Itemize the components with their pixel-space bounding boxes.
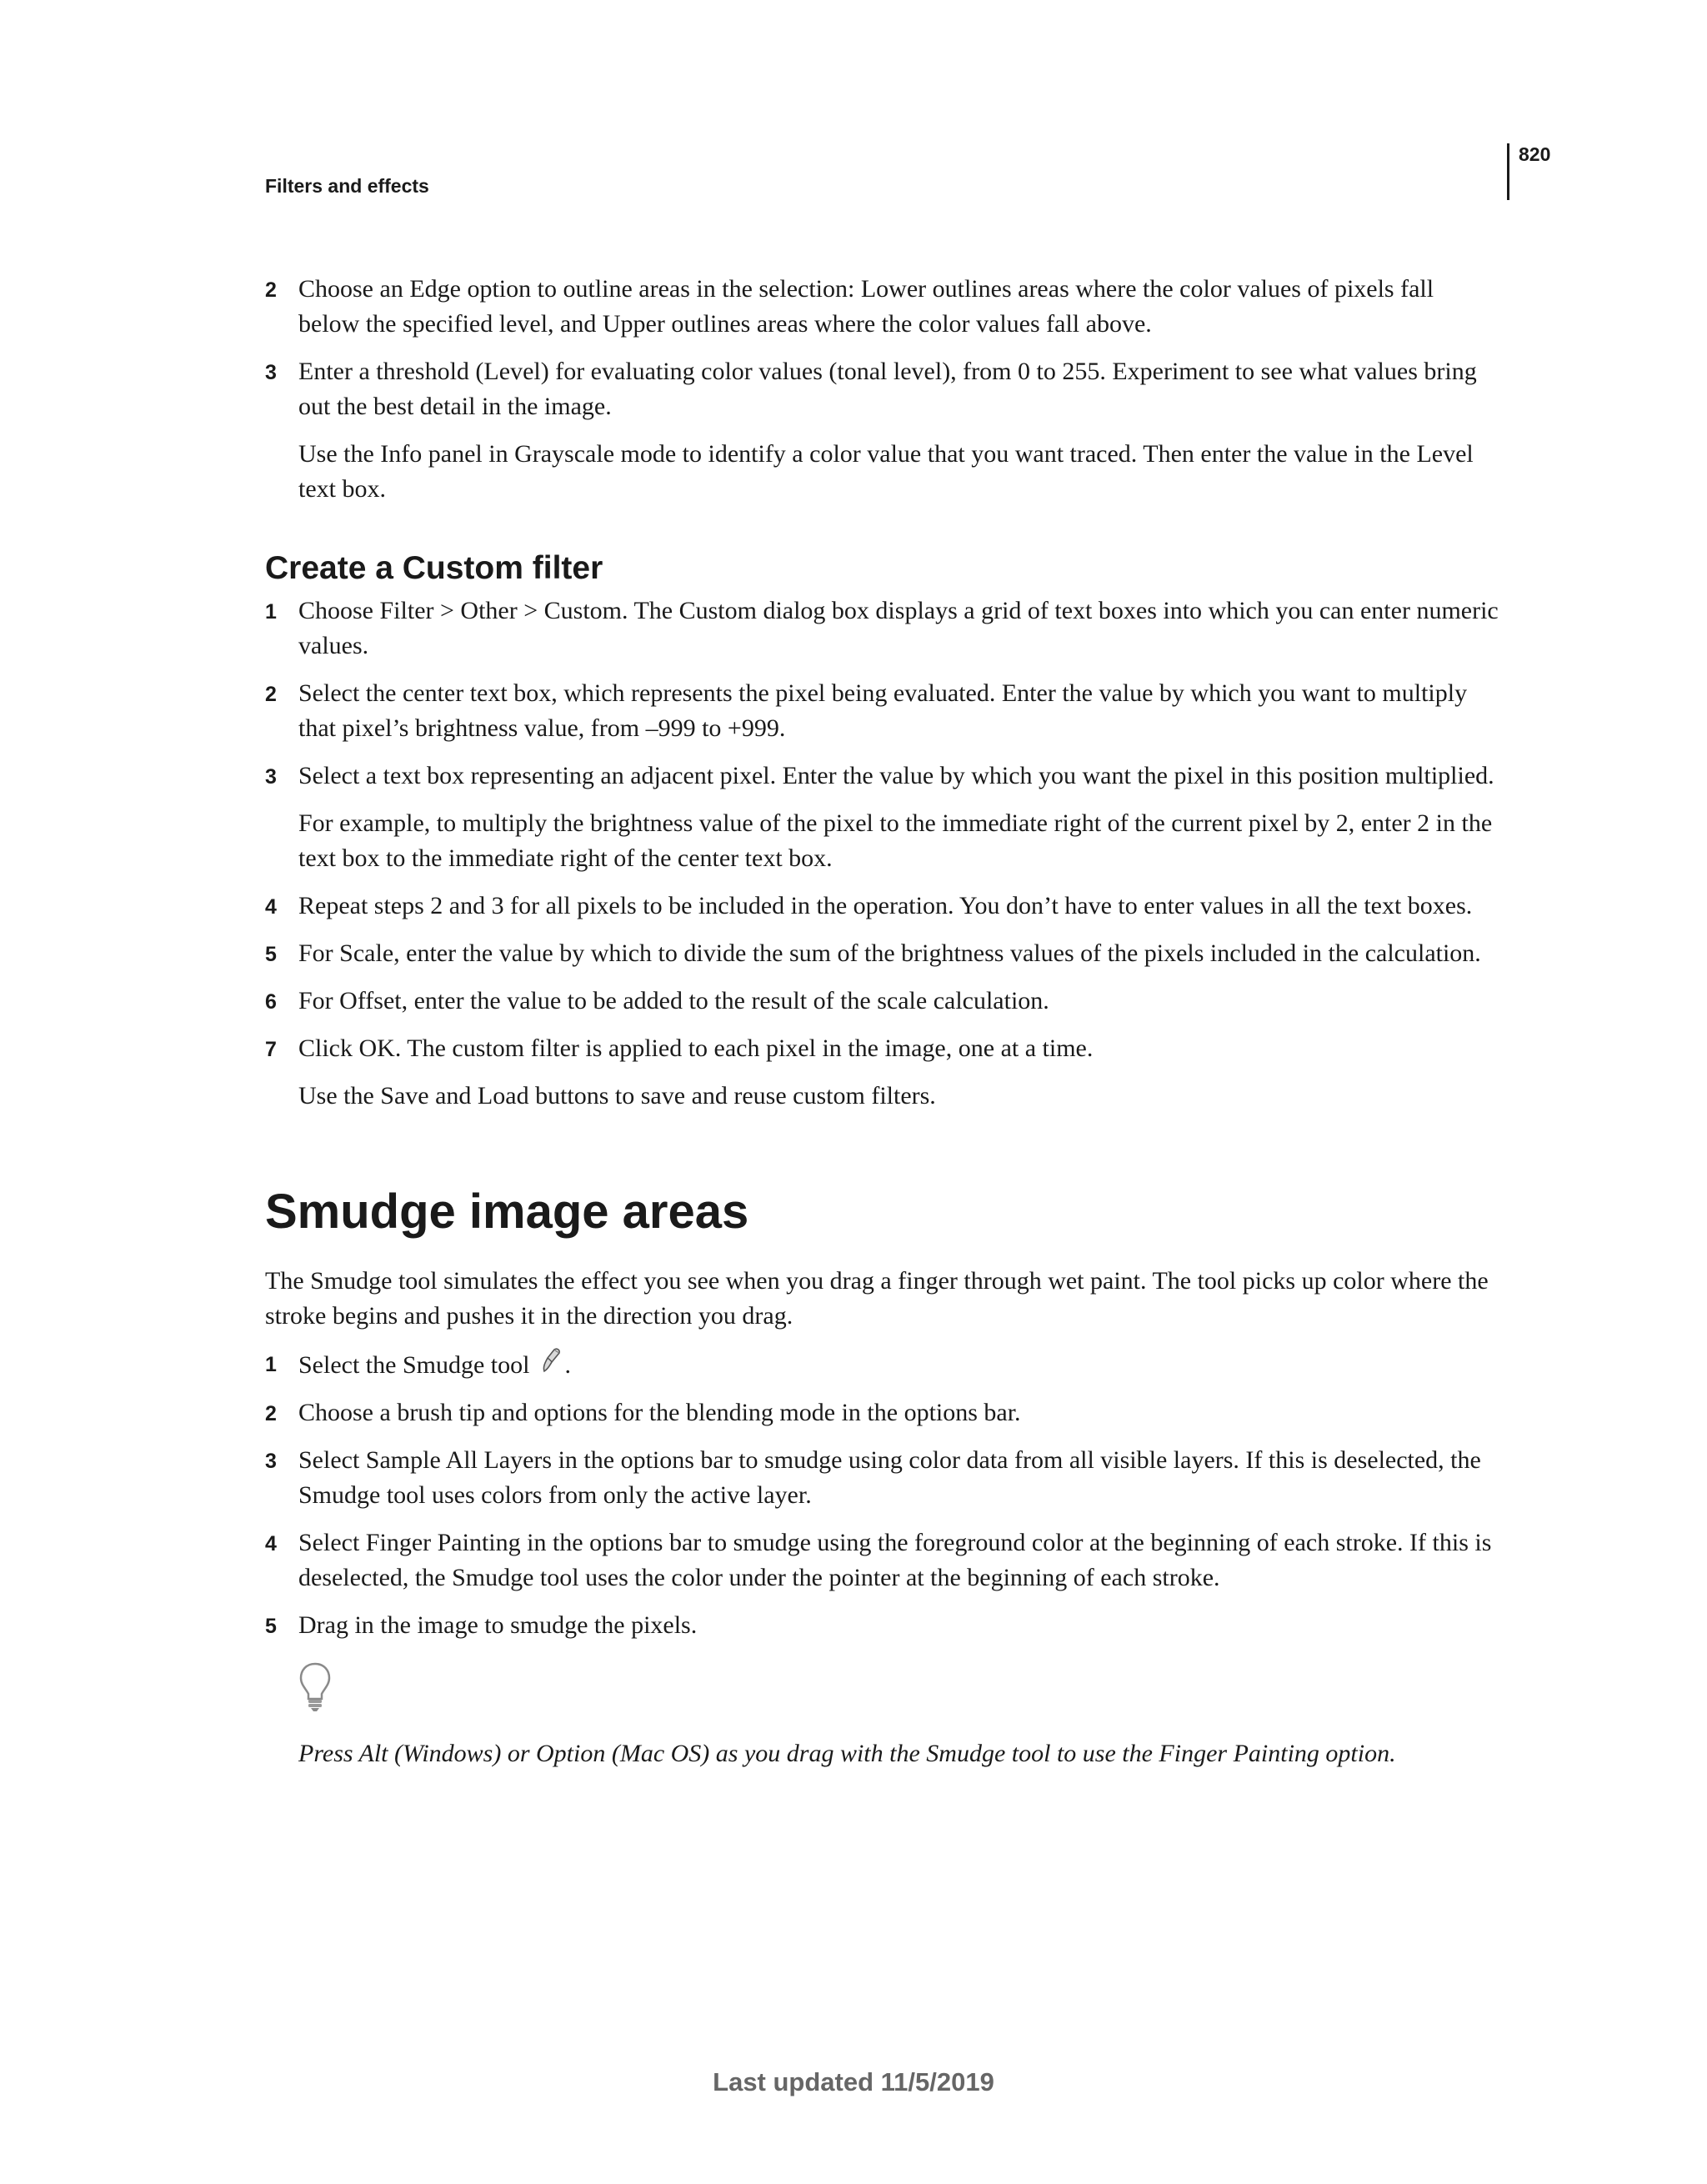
step-text: For Scale, enter the value by which to divide the sum of the brightness values of the pixels included in the calculation. xyxy=(298,939,1481,967)
step-number: 2 xyxy=(265,1402,277,1425)
smudge-intro: The Smudge tool simulates the effect you see when you drag a finger through wet paint. The tool picks up color where the stroke begins and pushes it in the direction you drag. xyxy=(265,1267,1489,1330)
step-number: 3 xyxy=(265,765,277,789)
tip-text: Press Alt (Windows) or Option (Mac OS) as you drag with the Smudge tool to use the Finger Painting option. xyxy=(298,1740,1396,1767)
example-note: For example, to multiply the brightness value of the pixel to the immediate right of the current pixel by 2, enter 2 in the text box to the immediate right of the center text box. xyxy=(298,809,1493,872)
step-text: Select a text box representing an adjacent pixel. Enter the value by which you want the pixel in this position multiplied. xyxy=(298,762,1494,789)
step-number: 2 xyxy=(265,278,277,302)
step-number: 1 xyxy=(265,600,277,624)
page-number: 820 xyxy=(1519,143,1551,165)
running-header-section: Filters and effects xyxy=(265,175,429,197)
lightbulb-icon xyxy=(298,1661,332,1713)
list-item xyxy=(265,889,1500,924)
step-text: Select Sample All Layers in the options bar to smudge using color data from all visible layers. If this is deselected, the Smudge tool uses colors from only the active layer. xyxy=(298,1446,1481,1509)
step-number: 2 xyxy=(265,683,277,706)
step-text: Click OK. The custom filter is applied to each pixel in the image, one at a time. xyxy=(298,1034,1094,1062)
step-suffix: . xyxy=(564,1351,571,1379)
step-text: Choose a brush tip and options for the blending mode in the options bar. xyxy=(298,1399,1021,1426)
step-text: Select Finger Painting in the options bar to smudge using the foreground color at the beginning of each stroke. If this is deselected, the Smudge tool uses the color under the pointer at the beginning of each stroke. xyxy=(298,1529,1492,1591)
page-content xyxy=(265,272,1500,1771)
step-number: 4 xyxy=(265,895,277,919)
custom-filter-heading: Create a Custom filter xyxy=(265,550,603,586)
step-text: Enter a threshold (Level) for evaluating color values (tonal level), from 0 to 255. Experiment to see what values bring out the best detail in the image. xyxy=(298,358,1477,420)
trace-note: Use the Info panel in Grayscale mode to identify a color value that you want traced. Then enter the value in the Level text box. xyxy=(298,440,1474,503)
smudge-tool-icon xyxy=(536,1346,564,1375)
smudge-heading: Smudge image areas xyxy=(265,1185,749,1239)
list-item xyxy=(265,272,1500,342)
list-item xyxy=(265,594,1500,664)
step-text: Drag in the image to smudge the pixels. xyxy=(298,1611,698,1639)
page-number-divider xyxy=(1507,143,1509,200)
step-number: 7 xyxy=(265,1038,277,1061)
list-item xyxy=(265,354,1500,424)
step-text: Select the Smudge tool xyxy=(298,1351,530,1379)
step-text: Choose an Edge option to outline areas in the selection: Lower outlines areas where the color values of pixels fall below the specified level, and Upper outlines areas where the color values fall above. xyxy=(298,275,1434,338)
list-item xyxy=(265,984,1500,1019)
step-number: 5 xyxy=(265,943,277,966)
list-item xyxy=(265,676,1500,746)
step-number: 5 xyxy=(265,1615,277,1638)
list-item xyxy=(265,1525,1500,1595)
step-number: 4 xyxy=(265,1532,277,1555)
step-number: 3 xyxy=(265,1450,277,1473)
step-text: Repeat steps 2 and 3 for all pixels to be included in the operation. You don’t have to enter values in all the text boxes. xyxy=(298,892,1473,919)
step-text: For Offset, enter the value to be added to the result of the scale calculation. xyxy=(298,987,1049,1014)
list-item xyxy=(265,1346,1500,1383)
footer-last-updated: Last updated 11/5/2019 xyxy=(713,2067,994,2096)
list-item xyxy=(265,1031,1500,1066)
step-text: Select the center text box, which represents the pixel being evaluated. Enter the value by which you want to multiply that pixel’s brightness value, from –999 to +999. xyxy=(298,679,1468,742)
list-item xyxy=(265,759,1500,794)
step-text: Choose Filter > Other > Custom. The Custom dialog box displays a grid of text boxes into which you can enter numeric values. xyxy=(298,597,1499,659)
list-item xyxy=(265,1608,1500,1643)
step-number: 1 xyxy=(265,1353,277,1376)
step-number: 6 xyxy=(265,990,277,1014)
final-note: Use the Save and Load buttons to save and reuse custom filters. xyxy=(298,1082,936,1110)
list-item xyxy=(265,1395,1500,1430)
list-item xyxy=(265,936,1500,971)
step-number: 3 xyxy=(265,361,277,384)
list-item xyxy=(265,1443,1500,1513)
